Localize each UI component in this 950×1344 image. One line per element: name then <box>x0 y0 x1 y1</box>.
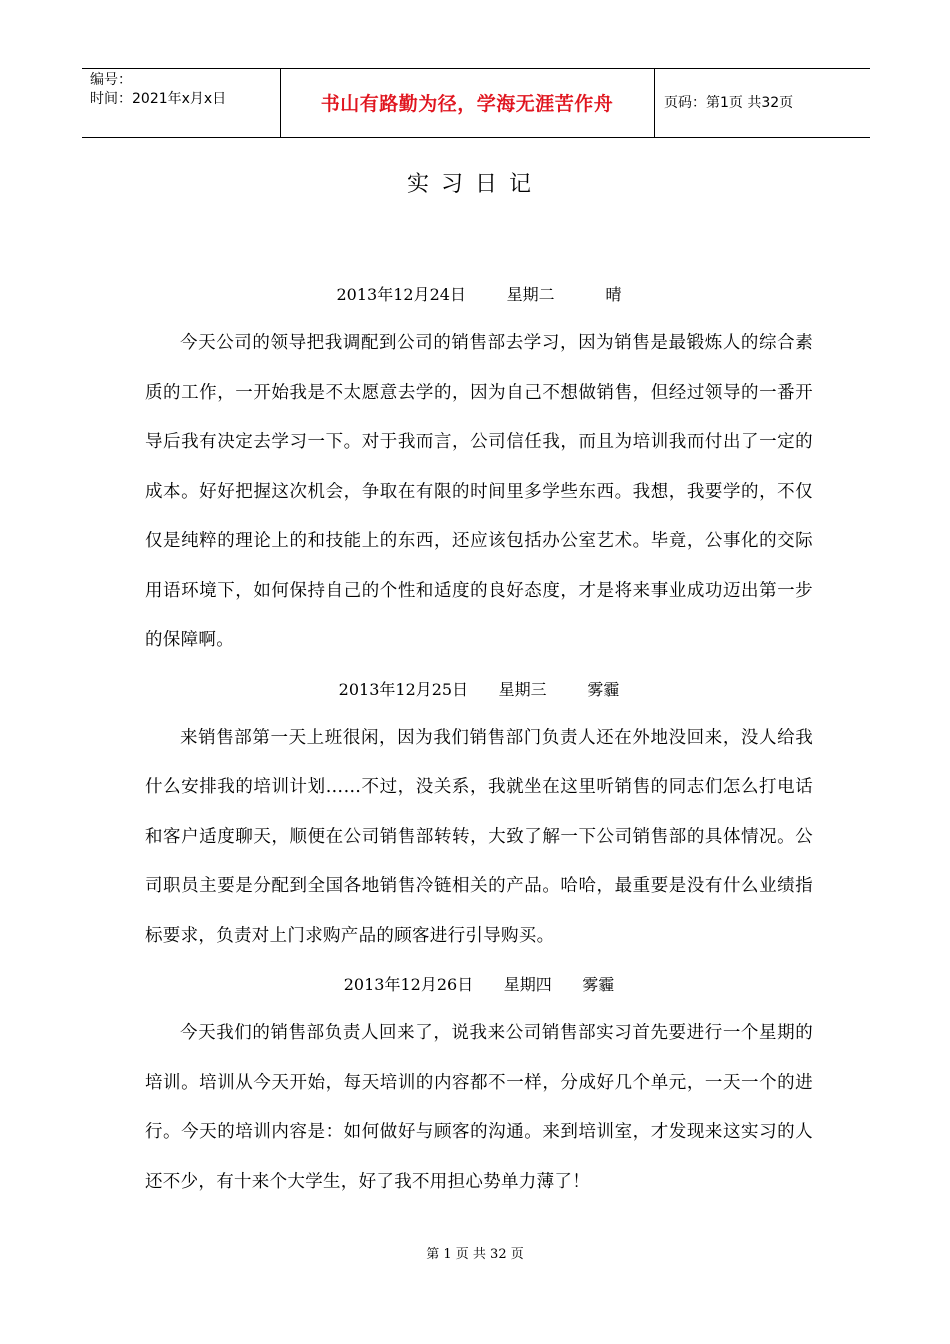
entry-paragraph: 来销售部第一天上班很闲，因为我们销售部门负责人还在外地没回来，没人给我什么安排我的培训计划……不过，没关系，我就坐在这里听销售的同志们怎么打电话和客户适度聊天，顺便在公司销售部转转，大致了解一下公司销售部的具体情况。公司职员主要是分配到全国各地销售冷链相关的产品。哈哈，最重要是没有什么业绩指标要求，负责对上门求购产品的顾客进行引导购买。 <box>145 727 813 946</box>
header-page-cell <box>654 69 870 137</box>
document-header <box>82 68 870 138</box>
header-motto-cell <box>280 69 655 137</box>
entry-date-line: 2013年12月24日 星期二 晴 <box>336 285 622 304</box>
diary-entry <box>145 319 813 666</box>
diary-entry <box>145 714 813 962</box>
diary-entry <box>145 1009 813 1207</box>
page-footer: 第 1 页 共 32 页 <box>426 1247 524 1262</box>
page-title: 实习日记 <box>406 172 543 197</box>
entry-paragraph: 今天我们的销售部负责人回来了，说我来公司销售部实习首先要进行一个星期的培训。培训从今天开始，每天培训的内容都不一样，分成好几个单元，一天一个的进行。今天的培训内容是：如何做好与顾客的沟通。来到培训室，才发现来这实习的人还不少，有十来个大学生，好了我不用担心势单力薄了！ <box>145 1023 813 1192</box>
diary-content <box>145 283 813 1207</box>
entry-date-line: 2013年12月25日 星期三 雾霾 <box>338 679 620 699</box>
number-label: 编号： <box>90 72 132 88</box>
date-label: 时间：2021年x月x日 <box>90 91 227 107</box>
entry-date-line: 2013年12月26日 星期四 雾霾 <box>343 975 615 994</box>
page-code: 页码：第1页 共32页 <box>664 95 794 111</box>
header-meta-cell <box>82 69 281 137</box>
motto: 书山有路勤为径，学海无涯苦作舟 <box>320 93 614 115</box>
entry-paragraph: 今天公司的领导把我调配到公司的销售部去学习，因为销售是最锻炼人的综合素质的工作，一开始我是不太愿意去学的，因为自己不想做销售，但经过领导的一番开导后我有决定去学习一下。对于我而言，公司信任我，而且为培训我而付出了一定的成本。好好把握这次机会，争取在有限的时间里多学些东西。我想，我要学的，不仅仅是纯粹的理论上的和技能上的东西，还应该包括办公室艺术。毕竟，公事化的交际用语环境下，如何保持自己的个性和适度的良好态度，才是将来事业成功迈出第一步的保障啊。 <box>145 333 813 650</box>
